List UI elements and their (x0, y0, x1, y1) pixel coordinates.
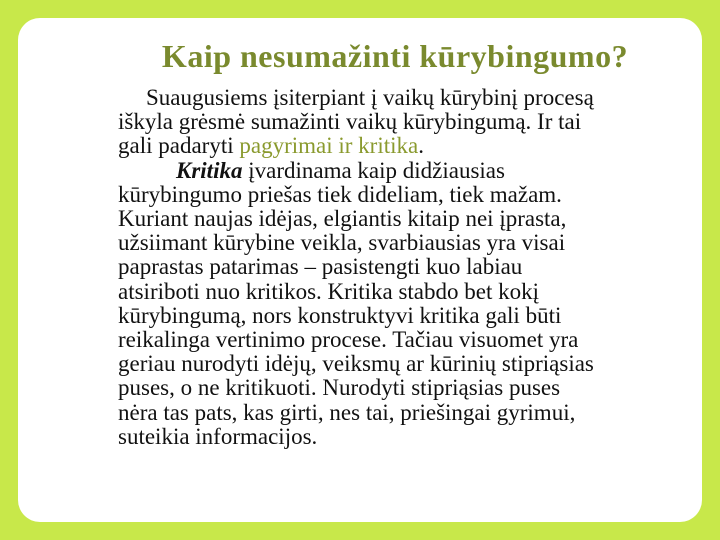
paragraph-2-line: paprastas patarimas – pasistengti kuo labiau (118, 254, 523, 280)
slide-body (118, 86, 678, 449)
paragraph-1-line-2: iškyla grėsmė sumažinti vaikų kūrybingumą. Ir tai (118, 109, 582, 135)
paragraph-2-line: kūrybingumą, nors konstruktyvi kritika gali būti (118, 302, 562, 328)
paragraph-2-line: geriau nurodyti idėjų, veiksmų ar kūrinių stipriąsias (118, 351, 594, 377)
paragraph-2-line: atsiriboti nuo kritikos. Kritika stabdo bet kokį (118, 278, 539, 304)
paragraph-1-line-1: Suaugusiems įsiterpiant į vaikų kūrybinį procesą (146, 85, 594, 110)
kritika-term: Kritika (176, 157, 243, 183)
paragraph-1-line-3 (118, 134, 678, 158)
paragraph-2-lead (118, 159, 678, 183)
paragraph-2-lead-text: įvardinama kaip didžiausias (242, 157, 505, 183)
paragraph-1-text: gali padaryti (118, 133, 240, 159)
paragraph-1-period: . (418, 133, 424, 159)
paragraph-2-line: užsiimant kūrybine veikla, svarbiausias yra visai (118, 230, 566, 256)
paragraph-2-line: nėra tas pats, kas girti, nes tai, priešingai gyrimui, (118, 399, 576, 425)
paragraph-2-line: puses, o ne kritikuoti. Nurodyti stipriąsias puses (118, 375, 561, 401)
slide-title: Kaip nesumažinti kūrybingumo? (161, 38, 629, 74)
paragraph-2-line: kūrybingumo priešas tiek dideliam, tiek mažam. (118, 181, 562, 207)
paragraph-2-line: reikalinga vertinimo procese. Tačiau visuomet yra (118, 327, 579, 353)
paragraph-2-line: Kuriant naujas idėjas, elgiantis kitaip nei įprasta, (118, 206, 567, 232)
highlight-phrase: pagyrimai ir kritika (239, 133, 419, 159)
paragraph-2-line: suteikia informacijos. (118, 423, 318, 449)
